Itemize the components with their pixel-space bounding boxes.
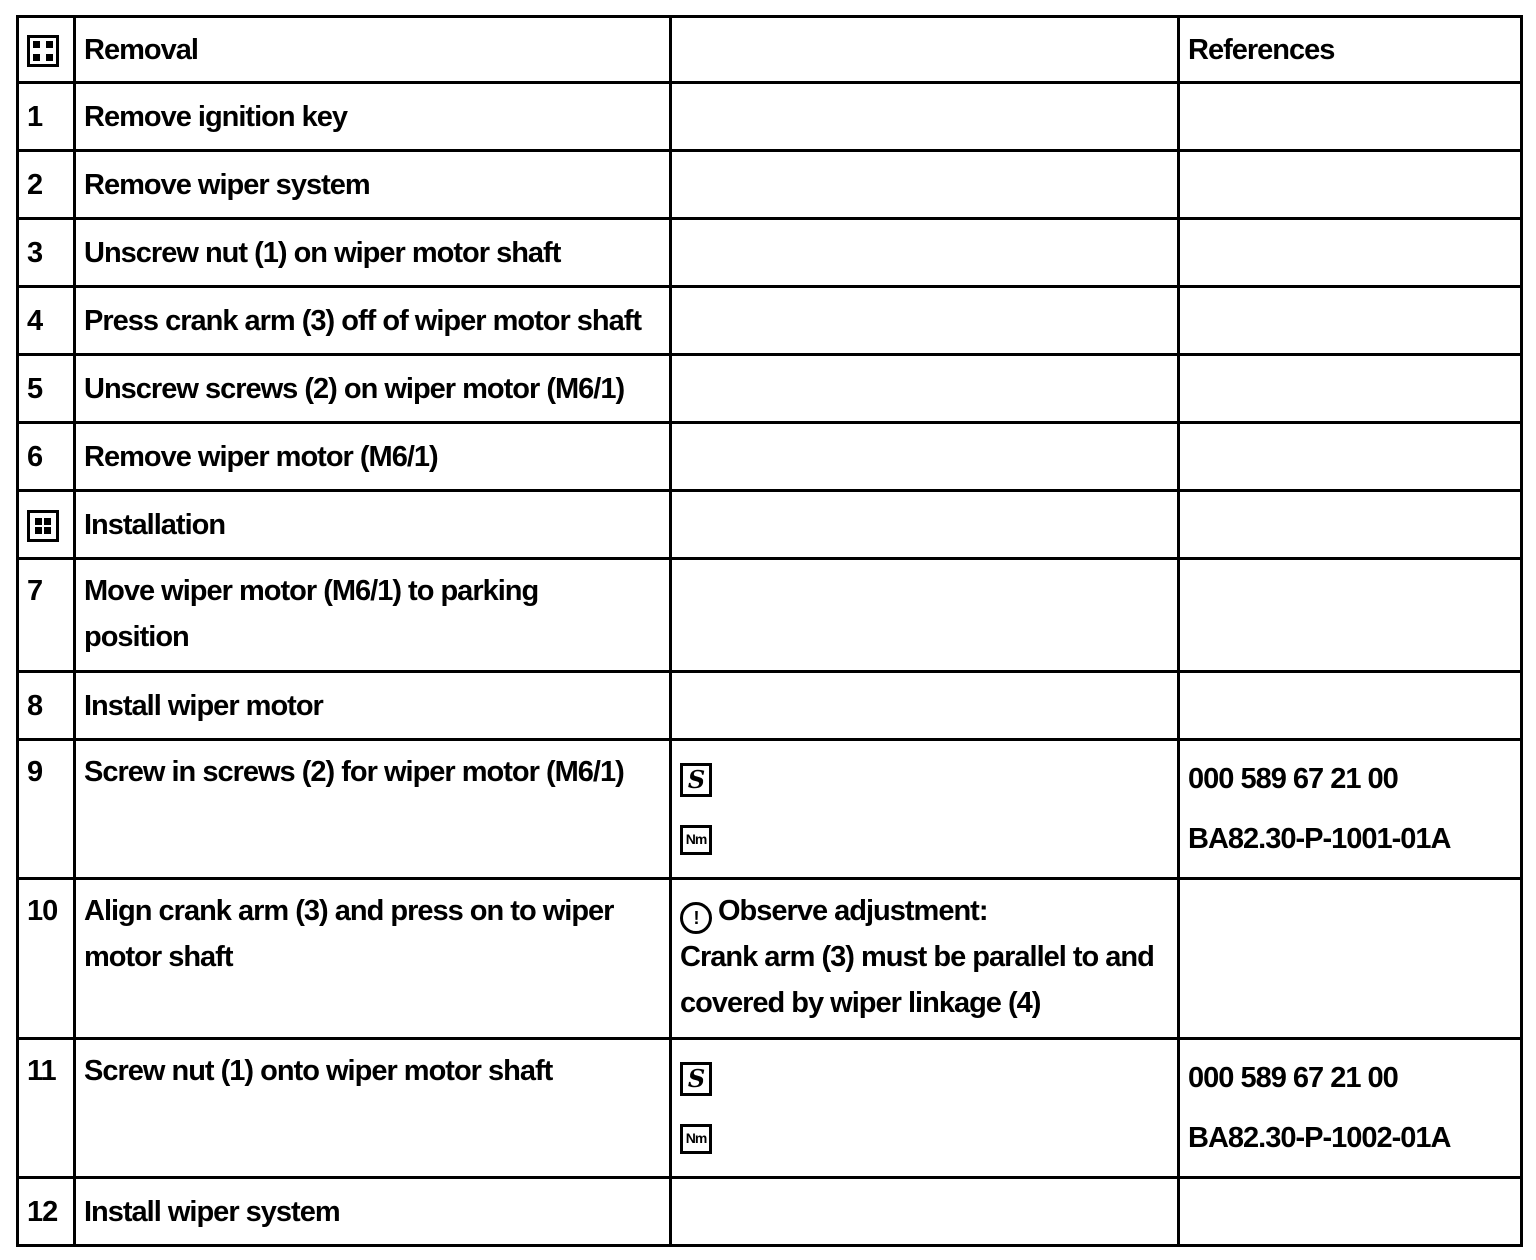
step-note-cell: [671, 740, 1179, 879]
installation-heading: Installation: [75, 491, 671, 559]
installation-symbol-icon: [27, 510, 59, 542]
step-reference-cell: [1179, 151, 1522, 219]
removal-heading: Removal: [75, 17, 671, 83]
removal-symbol-icon: [27, 35, 59, 67]
step-number: 10: [18, 879, 75, 1039]
step-number: 7: [18, 559, 75, 672]
header-row: [18, 17, 1522, 83]
table-row: [18, 423, 1522, 491]
tool-reference: 000 589 67 21 00: [1188, 1062, 1398, 1094]
step-note-cell: [671, 219, 1179, 287]
table-row: [18, 287, 1522, 355]
step-text: Screw in screws (2) for wiper motor (M6/1): [75, 740, 671, 879]
torque-icon: Nm: [680, 1124, 712, 1154]
installation-row: [18, 491, 1522, 559]
document-reference: BA82.30-P-1001-01A: [1188, 823, 1451, 855]
note-text-line: covered by wiper linkage (4): [680, 987, 1041, 1019]
step-text-line: position: [84, 621, 189, 653]
step-number: 3: [18, 219, 75, 287]
step-text: Install wiper motor: [75, 672, 671, 740]
step-text: Remove wiper system: [75, 151, 671, 219]
step-number: 11: [18, 1039, 75, 1178]
table-row: [18, 740, 1522, 879]
step-note-cell: [671, 287, 1179, 355]
step-number: 6: [18, 423, 75, 491]
torque-icon: Nm: [680, 825, 712, 855]
step-text: Unscrew screws (2) on wiper motor (M6/1): [75, 355, 671, 423]
document-reference: BA82.30-P-1002-01A: [1188, 1122, 1451, 1154]
note-text-line: Crank arm (3) must be parallel to and: [680, 941, 1154, 973]
step-text-line: motor shaft: [84, 941, 233, 973]
step-number: 5: [18, 355, 75, 423]
step-reference-cell: [1179, 83, 1522, 151]
references-heading: References: [1179, 17, 1522, 83]
step-text: [75, 879, 671, 1039]
table-row: [18, 1178, 1522, 1246]
table-row: [18, 83, 1522, 151]
header-empty-cell: [671, 17, 1179, 83]
step-reference-cell: [1179, 423, 1522, 491]
procedure-sheet: [16, 15, 1523, 1247]
installation-symbol-cell: [18, 491, 75, 559]
step-reference-cell: [1179, 219, 1522, 287]
step-reference-cell: [1179, 1039, 1522, 1178]
step-note-cell: [671, 559, 1179, 672]
special-tool-icon: S: [680, 1062, 712, 1096]
step-reference-cell: [1179, 287, 1522, 355]
table-row: [18, 219, 1522, 287]
step-number: 2: [18, 151, 75, 219]
table-row: [18, 559, 1522, 672]
step-reference-cell: [1179, 740, 1522, 879]
step-text: Unscrew nut (1) on wiper motor shaft: [75, 219, 671, 287]
step-note-cell: [671, 423, 1179, 491]
step-note-cell: [671, 672, 1179, 740]
step-text: Remove ignition key: [75, 83, 671, 151]
table-row: [18, 672, 1522, 740]
step-reference-cell: [1179, 1178, 1522, 1246]
step-text: Screw nut (1) onto wiper motor shaft: [75, 1039, 671, 1178]
table-row: [18, 879, 1522, 1039]
step-number: 1: [18, 83, 75, 151]
step-note-cell: [671, 491, 1179, 559]
note-icon: !: [680, 902, 712, 934]
step-number: 4: [18, 287, 75, 355]
table-row: [18, 1039, 1522, 1178]
step-number: 8: [18, 672, 75, 740]
procedure-table: [16, 15, 1523, 1247]
step-note-cell: [671, 151, 1179, 219]
removal-symbol-cell: [18, 17, 75, 83]
step-text: [75, 559, 671, 672]
step-note-cell: [671, 1039, 1179, 1178]
step-note-cell: [671, 355, 1179, 423]
step-reference-cell: [1179, 559, 1522, 672]
step-text-line: Move wiper motor (M6/1) to parking: [84, 575, 539, 607]
step-reference-cell: [1179, 355, 1522, 423]
step-reference-cell: [1179, 672, 1522, 740]
step-text: Remove wiper motor (M6/1): [75, 423, 671, 491]
table-row: [18, 151, 1522, 219]
step-note-cell: [671, 879, 1179, 1039]
step-number: 12: [18, 1178, 75, 1246]
step-number: 9: [18, 740, 75, 879]
special-tool-icon: S: [680, 763, 712, 797]
step-note-cell: [671, 83, 1179, 151]
tool-reference: 000 589 67 21 00: [1188, 763, 1398, 795]
table-row: [18, 355, 1522, 423]
step-note-cell: [671, 1178, 1179, 1246]
step-text: Press crank arm (3) off of wiper motor shaft: [75, 287, 671, 355]
step-reference-cell: [1179, 491, 1522, 559]
step-text: Install wiper system: [75, 1178, 671, 1246]
note-title: Observe adjustment:: [718, 895, 988, 927]
step-text-line: Align crank arm (3) and press on to wiper: [84, 895, 614, 927]
step-reference-cell: [1179, 879, 1522, 1039]
